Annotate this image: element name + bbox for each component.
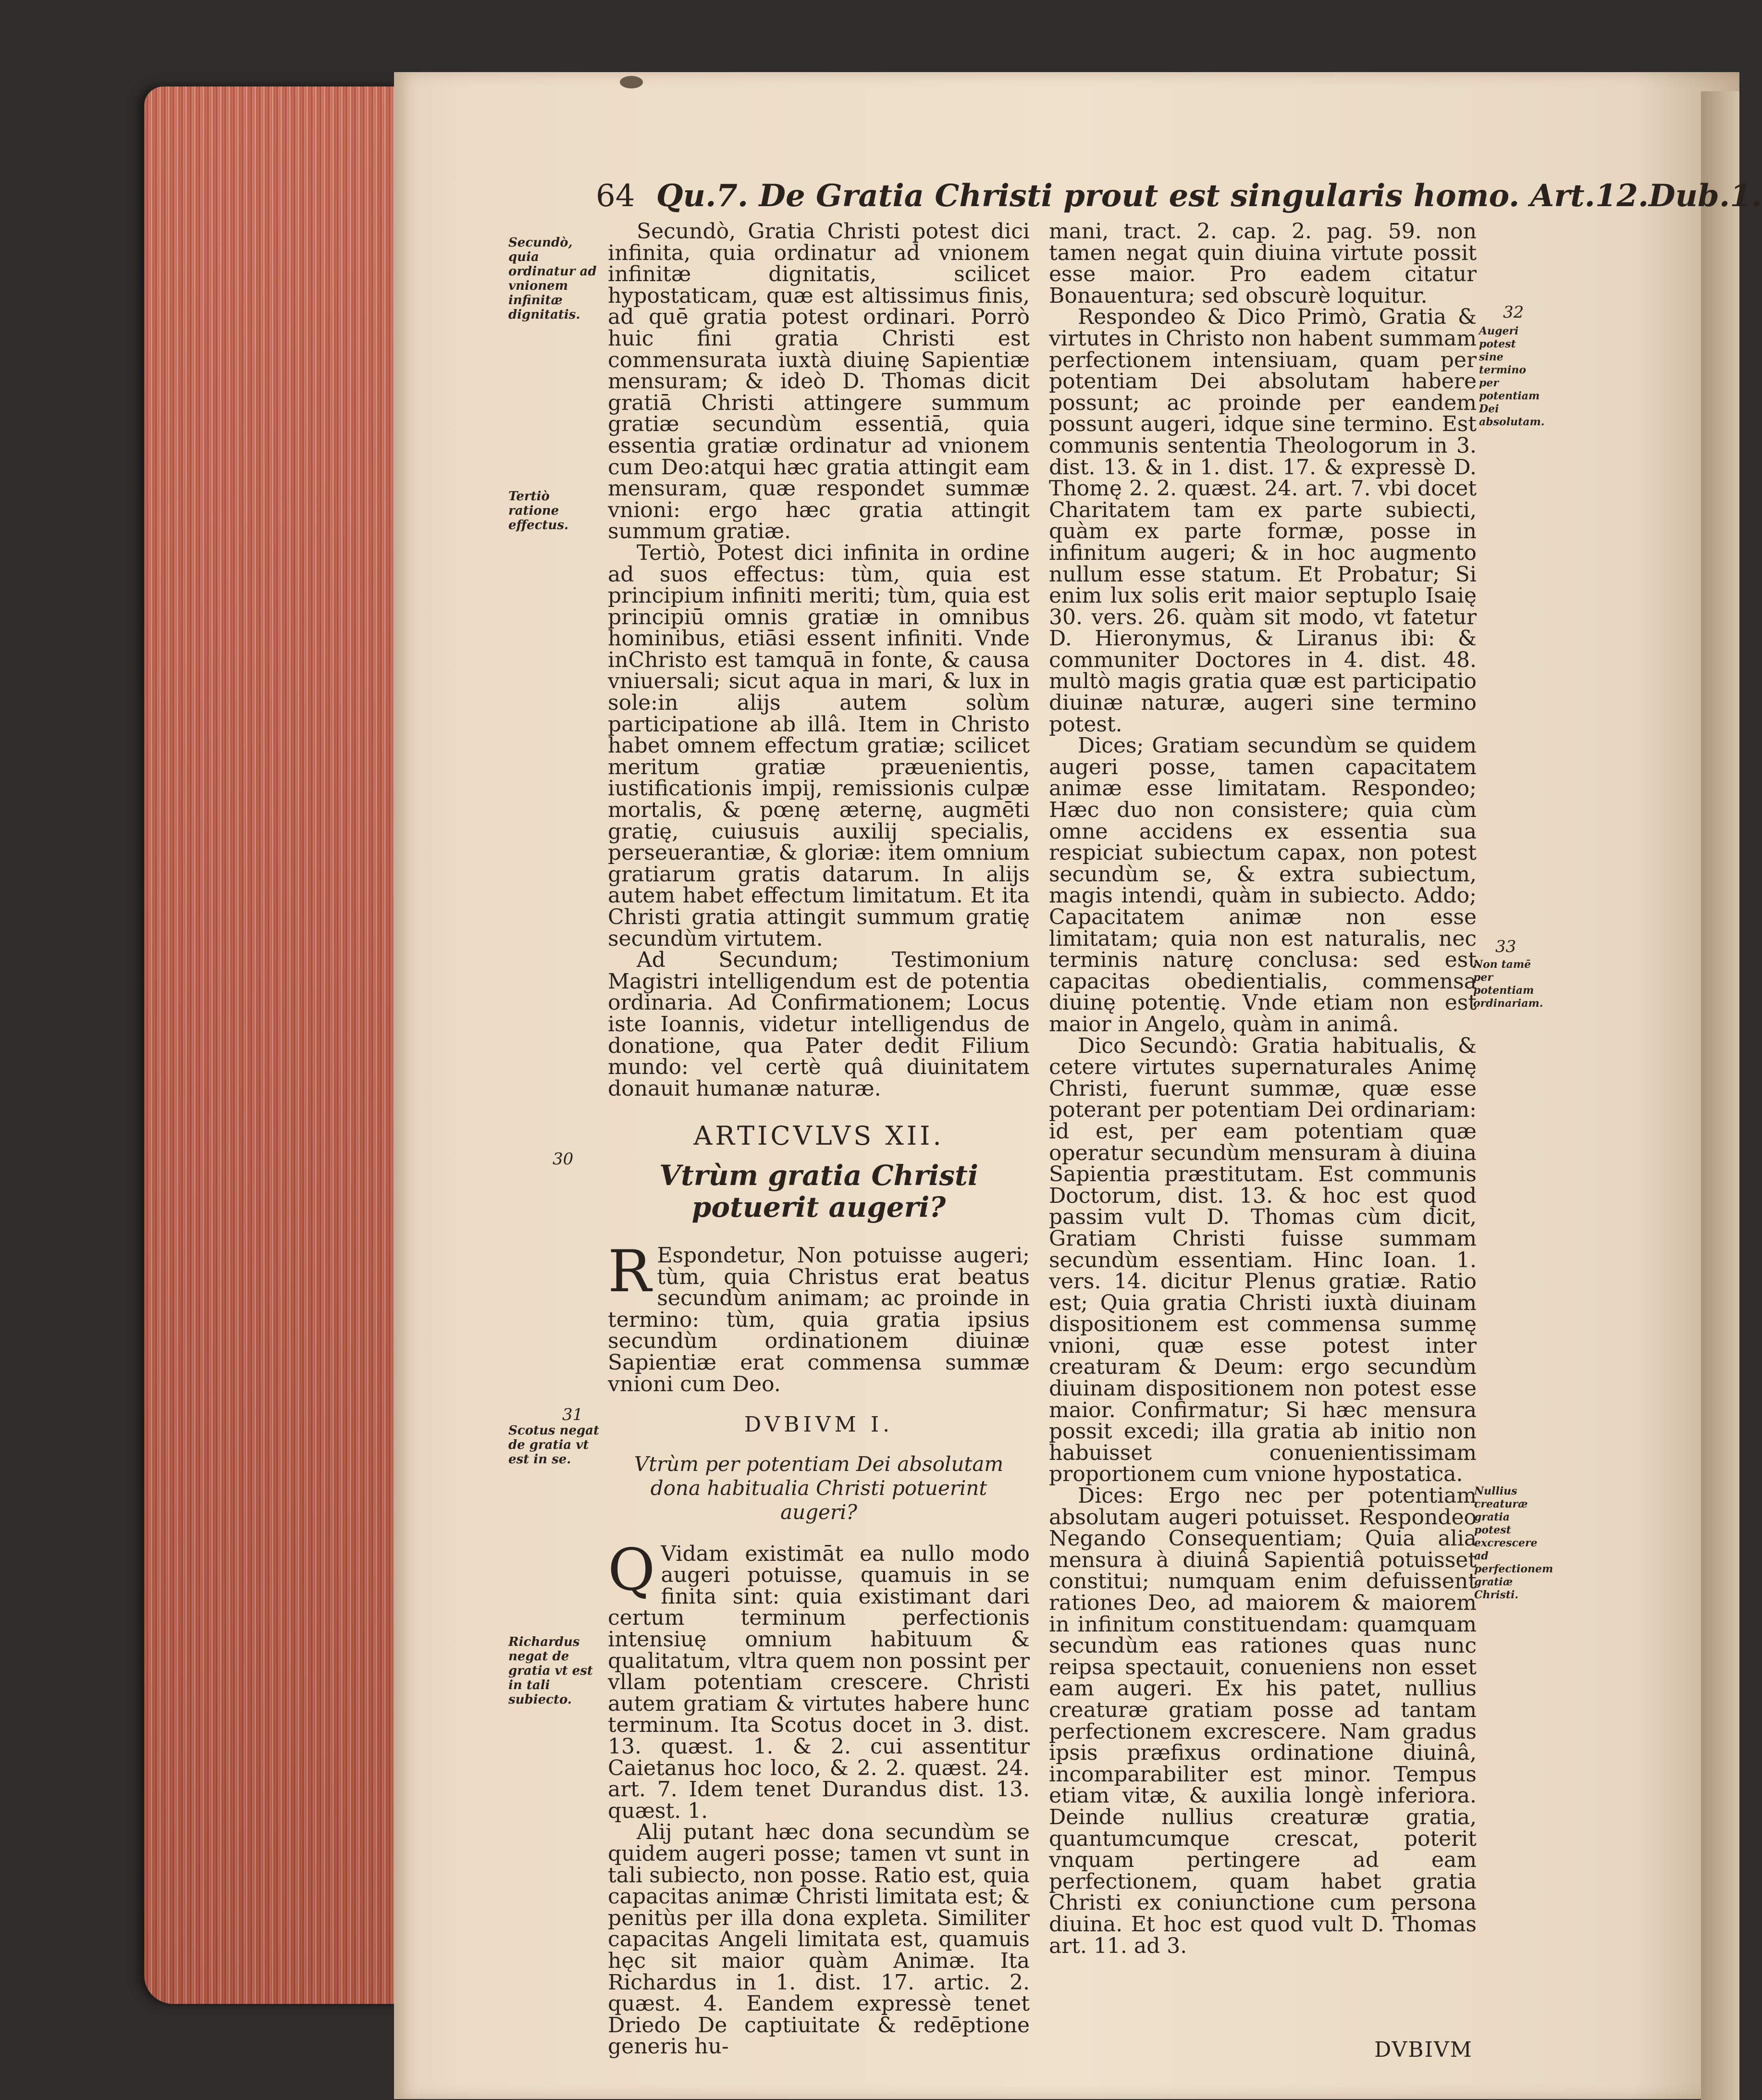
paragraph-text: Vidam existimāt ea nullo modo augeri potuisse, quamuis in se finita sint: quia existimant dari certum terminum perfectionis intensiuę omnium habituum & qualitatum, vltra quem non possint per vllam potentiam crescere. Christi autem gratiam & virtutes habere hunc terminum. Ita Scotus docet in 3. dist. 13. quæst. 1. & 2. cui assentitur Caietanus hoc loco, & 2. 2. quæst. 24. art. 7. Idem tenet Durandus dist. 13. quæst. 1. bbox=[608, 1541, 1030, 1823]
margin-number: 30 bbox=[553, 1149, 574, 1169]
margin-note: Richardus negat de gratia vt est in tali subiecto. bbox=[508, 1635, 593, 1707]
paragraph: Ad Secundum; Testimonium Magistri intelligendum est de potentia ordinaria. Ad Confirmationem; Locus iste Ioannis, videtur intelligendus de donatione, qua Pater dedit Filium mundo: vel certè quâ diuinitatem donauit humanæ naturæ. bbox=[608, 948, 1030, 1101]
running-title: Qu.7. De Gratia Christi prout est singularis homo. Art.12.Dub.1. bbox=[656, 178, 1762, 214]
drop-cap: R bbox=[608, 1238, 652, 1305]
dubium-title: Vtrùm per potentiam Dei absolutam dona habitualia Christi potuerint augeri? bbox=[634, 1452, 1004, 1524]
paragraph: Respondeo & Dico Primò, Gratia & virtutes in Christo non habent summam perfectionem intensiuam, quam per potentiam Dei absolutam habere possunt; ac proinde per eandem possunt augeri, idque sine termino. Est communis sententia Theologorum in 3. dist. 13. & in 1. dist. 17. & expressè D. Thomę 2. 2. quæst. 24. art. 7. vbi docet Charitatem tam ex parte subiecti, quàm ex parte formæ, posse in infinitum augeri; & in hoc augmento nullum esse statum. Et Probatur; Si enim lux solis erit maior septuplo Isaię 30. vers. 26. quàm sit modo, vt fatetur D. Hieronymus, & Liranus ibi: & communiter Doctores in 4. dist. 48. multò magis gratia quæ est participatio diuinæ naturæ, augeri sine termino potest. bbox=[1049, 305, 1477, 737]
margin-number: 31 bbox=[562, 1405, 583, 1424]
article-heading: ARTICVLVS XII. bbox=[693, 1121, 944, 1151]
article-title: Vtrùm gratia Christi potuerit augeri? bbox=[659, 1159, 978, 1223]
margin-number: 33 bbox=[1495, 937, 1516, 956]
margin-note: Scotus negat de gratia vt est in se. bbox=[508, 1423, 600, 1467]
paragraph bbox=[608, 1536, 1030, 1823]
paragraph: mani, tract. 2. cap. 2. pag. 59. non tamen negat quin diuina virtute possit esse maior. Pro eadem citatur Bonauentura; sed obscurè loquitur. bbox=[1049, 219, 1477, 308]
paragraph: Secundò, Gratia Christi potest dici infinita, quia ordinatur ad vnionem infinitæ dignitatis, scilicet hypostaticam, quæ est altissimus finis, ad quē gratia potest ordinari. Porrò huic fini gratia Christi est commensurata iuxtà diuinę Sapientiæ mensuram; & ideò D. Thomas dicit gratiā Christi attingere summum gratiæ secundùm essentiā, quia essentia gratiæ ordinatur ad vnionem cum Deo:atqui hæc gratia attingit eam mensuram, quæ respondet summæ vnioni: ergo hæc gratia attingit summum gratiæ. bbox=[608, 219, 1030, 544]
page-edge-red bbox=[144, 86, 404, 2004]
paragraph bbox=[608, 1238, 1030, 1396]
paragraph: Dico Secundò: Gratia habitualis, & cetere virtutes supernaturales Animę Christi, fuerunt summæ, quæ esse poterant per potentiam Dei ordinariam: id est, per eam potentiam quæ operatur secundùm mensuram à diuina Sapientia præstitutam. Est communis Doctorum, dist. 13. & hoc est quod passim vult D. Thomas cùm dicit, Gratiam Christi fuisse summam secundùm essentiam. Hinc Ioan. 1. vers. 14. dicitur Plenus gratiæ. Ratio est; Quia gratia Christi iuxtà diuinam dispositionem est commensa summę vnioni, quæ esse potest inter creaturam & Deum: ergo secundùm diuinam dispositionem non potest esse maior. Confirmatur; Si hæc mensura possit excedi; illa gratia ab initio non habuisset conuenientissimam proportionem cum vnione hypostatica. bbox=[1049, 1033, 1477, 1487]
paragraph: Alij putant hæc dona secundùm se quidem augeri posse; tamen vt sunt in tali subiecto, non posse. Ratio est, quia capacitas animæ Christi limitata est; & penitùs per illa dona expleta. Similiter capacitas Angeli limitata est, quamuis hęc sit maior quàm Animæ. Ita Richardus in 1. dist. 17. artic. 2. quæst. 4. Eandem expressè tenet Driedo De captiuitate & redēptione generis hu- bbox=[608, 1820, 1030, 2059]
paragraph-text: Espondetur, Non potuisse augeri; tùm, quia Christus erat beatus secundùm animam; ac proinde in termino: tùm, quia gratia ipsius secundùm ordinationem diuinæ Sapientiæ erat commensa summæ vnioni cum Deo. bbox=[608, 1243, 1030, 1396]
facing-page-edge bbox=[1701, 91, 1739, 2100]
paragraph: Dices; Gratiam secundùm se quidem augeri posse, tamen capacitatem animæ esse limitatam. Respondeo; Hæc duo non consistere; quia cùm omne accidens ex essentia sua respiciat subiectum capax, non potest secundùm se, & extra subiectum, magis intendi, quàm in subiecto. Addo; Capacitatem animæ non esse limitatam; quia non est naturalis, nec terminis naturę conclusa: sed est capacitas obedientialis, commensa diuinę potentię. Vnde etiam non est maior in Angelo, quàm in animâ. bbox=[1049, 733, 1477, 1037]
margin-note: Augeri potest sine termino per potentiam Dei absolutam. bbox=[1479, 325, 1545, 428]
dubium-heading: DVBIVM I. bbox=[744, 1412, 894, 1437]
margin-note: Non tamē per potentiam ordinariam. bbox=[1473, 958, 1543, 1010]
paragraph: Dices: Ergo nec per potentiam absolutam augeri potuisset. Respondeo Negando Consequentiam; Quia alia mensura à diuinâ Sapientiâ potuisset constitui; numquam enim defuissent rationes Deo, ad maiorem & maiorem in infinitum constituendam: quamquam secundùm eas rationes quas nunc reipsa spectauit, conueniens non esset eam augeri. Ex his patet, nullius creaturæ gratiam posse ad tantam perfectionem excrescere. Nam gradus ipsis præfixus ordinatione diuinâ, incomparabiliter est minor. Tempus etiam vitæ, & auxilia longè inferiora. Deinde nullius creaturæ gratia, quantumcumque crescat, poterit vnquam pertingere ad eam perfectionem, quam habet gratia Christi ex coniunctione cum persona diuina. Et hoc est quod vult D. Thomas art. 11. ad 3. bbox=[1049, 1483, 1477, 1958]
right-column bbox=[1049, 221, 1477, 1957]
catchword: DVBIVM bbox=[1374, 2038, 1473, 2062]
paragraph: Tertiò, Potest dici infinita in ordine ad suos effectus: tùm, quia est principium infiniti meriti; tùm, quia est principiū omnis gratiæ in omnibus hominibus, etiāsi essent infiniti. Vnde inChristo est tamquā in fonte, & causa vniuersali; sicut aqua in mari, & lux in sole:in alijs autem solùm participatione ab illâ. Item in Christo habet omnem effectum gratiæ; scilicet meritum gratiæ præuenientis, iustificationis impij, remissionis culpæ mortalis, & pœnę æternę, augmēti gratię, cuiusuis auxilij specialis, perseuerantiæ, & gloriæ: item omnium gratiarum gratis datarum. In alijs autem habet effectum limitatum. Et ita Christi gratia attingit summum gratię secundùm virtutem. bbox=[608, 540, 1030, 951]
margin-note: Secundò, quia ordinatur ad vnionem infinitæ dignitatis. bbox=[508, 235, 597, 322]
page-number: 64 bbox=[596, 178, 635, 214]
margin-note: Nullius creaturæ gratia potest excrescere ad perfectionem gratiæ Christi. bbox=[1474, 1485, 1553, 1601]
drop-cap: Q bbox=[608, 1536, 655, 1604]
left-column bbox=[608, 221, 1030, 2058]
margin-number: 32 bbox=[1503, 303, 1524, 322]
ink-smudge bbox=[620, 76, 643, 88]
margin-note: Tertiò ratione effectus. bbox=[508, 489, 569, 532]
